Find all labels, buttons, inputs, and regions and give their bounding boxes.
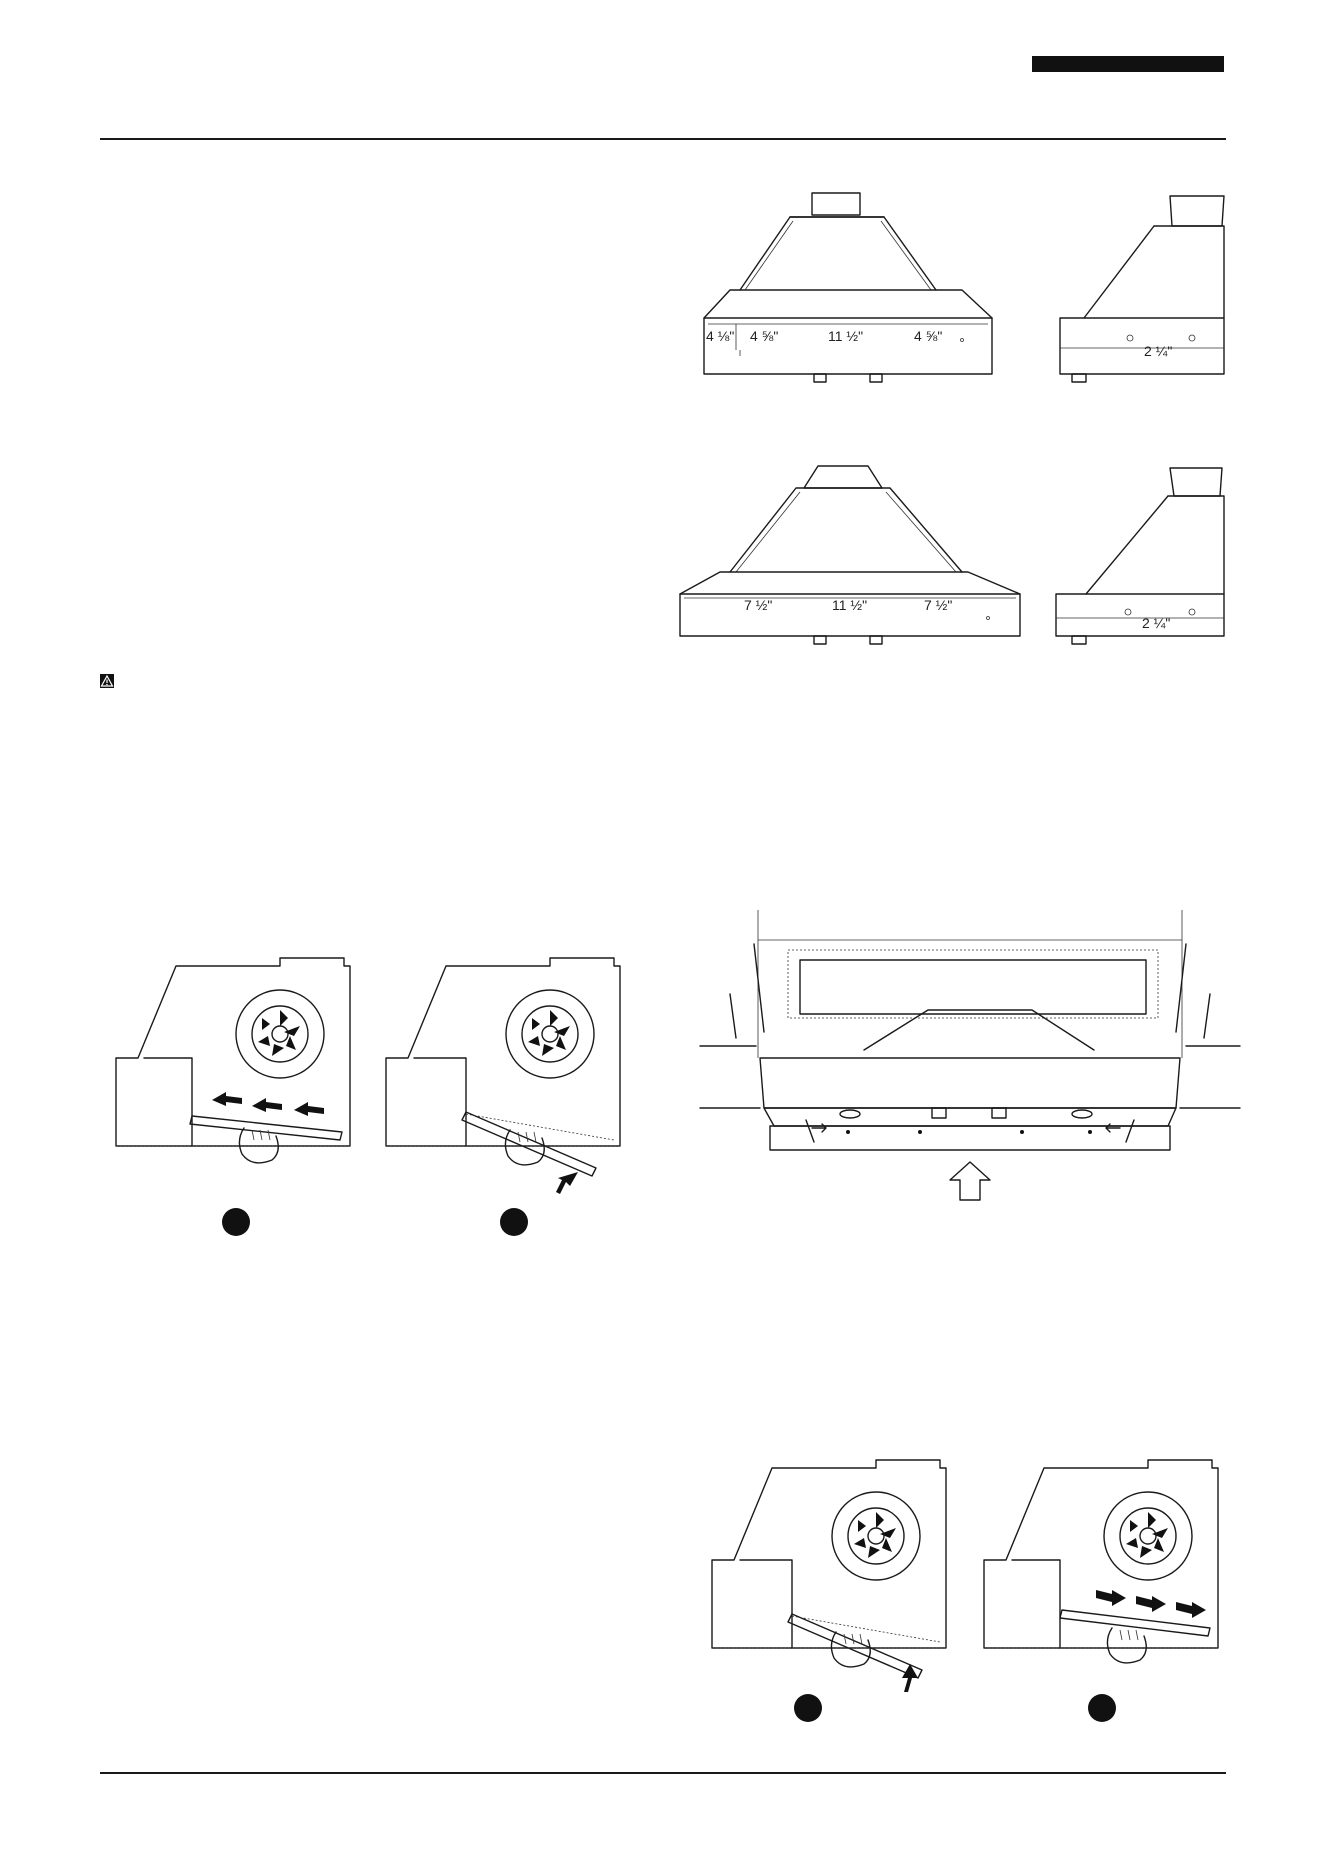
dim-label: 2 ¼" bbox=[1144, 343, 1173, 359]
dim-label: 7 ½" bbox=[924, 597, 953, 613]
dim-label: 2 ¼" bbox=[1142, 615, 1171, 631]
duct-collar bbox=[812, 193, 860, 215]
hood-body-side bbox=[1060, 318, 1224, 374]
hood-side-view-a bbox=[1050, 190, 1230, 400]
step-4-marker bbox=[1088, 1694, 1116, 1722]
hood-body-front bbox=[760, 1058, 1180, 1108]
hood-side-view-b bbox=[1050, 462, 1230, 652]
dim-label: 4 ⅛" bbox=[706, 328, 735, 344]
filter-install-step-4 bbox=[980, 1452, 1220, 1682]
warning-icon bbox=[100, 674, 114, 688]
hood-canopy bbox=[864, 1010, 1094, 1050]
canopy bbox=[740, 217, 936, 290]
hood-installation-view bbox=[700, 910, 1240, 1210]
hood-front-view-1 bbox=[700, 190, 1000, 400]
header-rule bbox=[100, 138, 1226, 140]
filter-removal-step-1 bbox=[112, 950, 352, 1180]
step-2-marker bbox=[500, 1208, 528, 1236]
dim-label: 7 ½" bbox=[744, 597, 773, 613]
section-tab-bar bbox=[1032, 56, 1224, 72]
dim-label: 4 ⅝" bbox=[914, 328, 943, 344]
footer-rule bbox=[100, 1772, 1226, 1774]
hood-body bbox=[704, 318, 992, 374]
dim-label: 4 ⅝" bbox=[750, 328, 779, 344]
step-1-marker bbox=[222, 1208, 250, 1236]
dim-label: 11 ½" bbox=[828, 328, 864, 344]
step-3-marker bbox=[794, 1694, 822, 1722]
up-arrow-icon bbox=[950, 1162, 990, 1200]
hood-front-view-2 bbox=[672, 462, 1032, 652]
filter-install-step-3 bbox=[708, 1452, 948, 1692]
filter-removal-step-2 bbox=[382, 950, 622, 1190]
dim-label: 11 ½" bbox=[832, 597, 868, 613]
